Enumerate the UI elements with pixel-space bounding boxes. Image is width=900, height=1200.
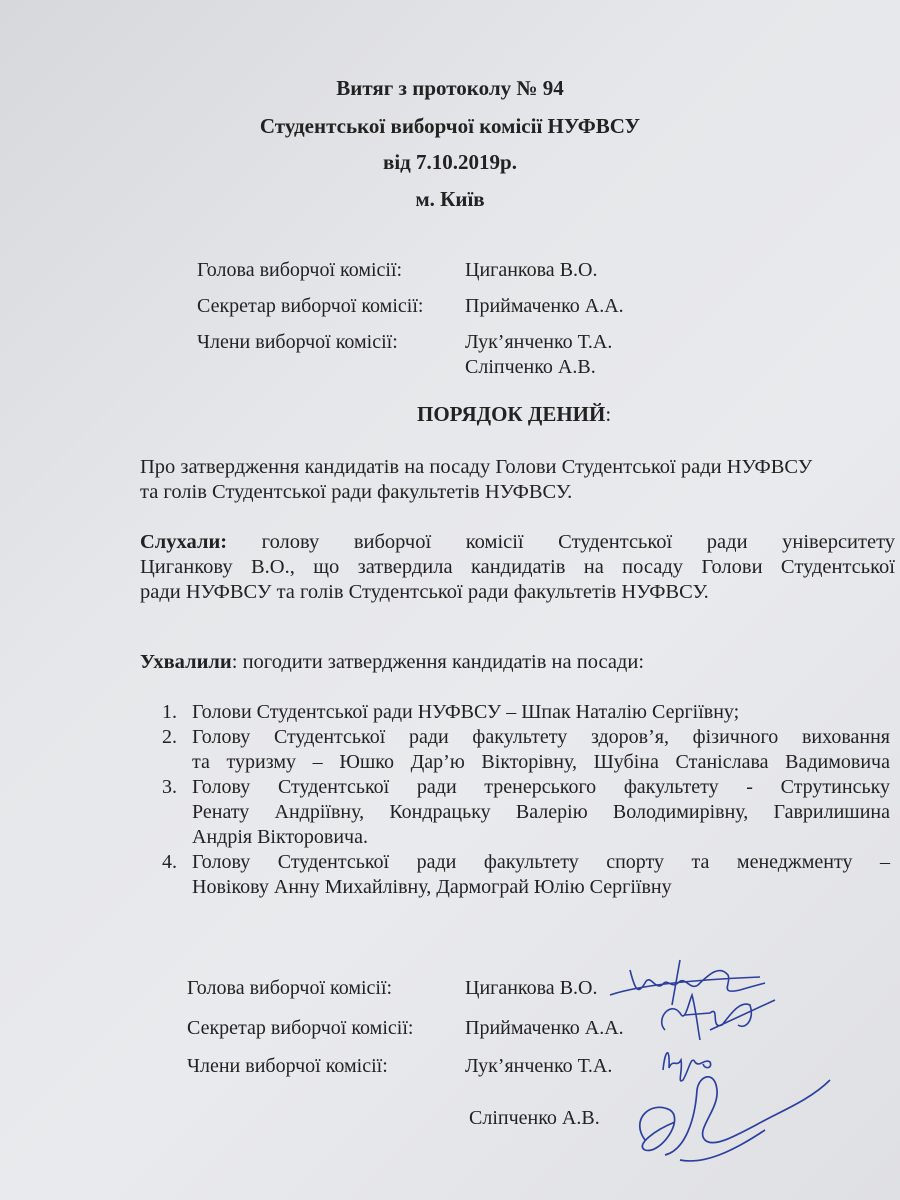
- heard-line: [140, 530, 895, 555]
- doc-date: від 7.10.2019р.: [383, 150, 517, 174]
- list-text: [192, 850, 890, 900]
- sig-members-label: Члени виборчої комісії:: [187, 1055, 388, 1077]
- heard-text: голову виборчої комісії Студентської ради університету: [261, 531, 896, 553]
- members-label: Члени виборчої комісії:: [197, 331, 398, 353]
- heard-line: Циганкову В.О., що затвердила кандидатів на посаду Голови Студентської: [140, 556, 895, 578]
- sig-member-name: Лук’янченко Т.А.: [465, 1055, 613, 1077]
- signature-member-2: [625, 1060, 835, 1170]
- member-name: Сліпченко А.В.: [465, 356, 596, 378]
- list-line: Голову Студентської ради факультету здоров’я, фізичного виховання: [192, 726, 890, 748]
- heard-line: ради НУФВСУ та голів Студентської ради факультетів НУФВСУ.: [140, 581, 709, 603]
- list-item: [162, 700, 890, 725]
- list-line: Андрія Вікторовича.: [192, 826, 368, 848]
- heard-section: [140, 530, 895, 605]
- list-line: Новікову Анну Михайлівну, Дармограй Юлію Сергіївну: [192, 876, 672, 898]
- list-line: Голови Студентської ради НУФВСУ – Шпак Наталію Сергіївну;: [192, 701, 740, 723]
- list-number: 3.: [162, 776, 177, 798]
- sig-secretary-label: Секретар виборчої комісії:: [187, 1017, 414, 1039]
- list-line: Ренату Андріївну, Кондрацьку Валерію Володимирівну, Гаврилишина: [192, 801, 890, 823]
- list-line: та туризму – Юшко Дар’ю Вікторівну, Шубіна Станіслава Вадимовича: [192, 751, 890, 773]
- secretary-name: Приймаченко А.А.: [465, 295, 624, 317]
- list-number: 2.: [162, 726, 177, 748]
- list-number: 1.: [162, 701, 177, 723]
- doc-subtitle: Студентської виборчої комісії НУФВСУ: [259, 114, 641, 138]
- sig-chair-label: Голова виборчої комісії:: [187, 977, 393, 999]
- agenda-heading: [417, 402, 611, 427]
- list-text: [192, 700, 890, 725]
- chair-label: Голова виборчої комісії:: [197, 259, 403, 281]
- chair-name: Циганкова В.О.: [465, 259, 598, 281]
- resolved-text: : погодити затвердження кандидатів на посади:: [231, 651, 645, 673]
- list-text: [192, 725, 890, 775]
- secretary-label: Секретар виборчої комісії:: [197, 295, 424, 317]
- sig-secretary-name: Приймаченко А.А.: [465, 1017, 624, 1039]
- resolved-heading: [140, 650, 895, 675]
- sig-member-name: Сліпченко А.В.: [469, 1107, 600, 1129]
- doc-title: Витяг з протоколу № 94: [336, 76, 564, 100]
- agenda-colon: :: [605, 402, 612, 426]
- list-item: [162, 850, 890, 900]
- list-item: [162, 775, 890, 850]
- doc-city: м. Київ: [415, 187, 485, 211]
- member-name: Лук’янченко Т.А.: [465, 331, 613, 353]
- list-item: [162, 725, 890, 775]
- list-line: Голову Студентської ради факультету спорту та менеджменту –: [192, 851, 890, 873]
- agenda-line: Про затвердження кандидатів на посаду Голови Студентської ради НУФВСУ: [140, 456, 813, 478]
- agenda-text: [140, 455, 895, 505]
- heard-label: Слухали:: [140, 531, 228, 553]
- list-line: Голову Студентської ради тренерського факультету - Струтинську: [192, 776, 890, 798]
- sig-chair-name: Циганкова В.О.: [465, 977, 598, 999]
- agenda-line: та голів Студентської ради факультетів НУФВСУ.: [140, 481, 573, 503]
- agenda-title: ПОРЯДОК ДЕНИЙ: [417, 402, 606, 426]
- resolved-label: Ухвалили: [140, 651, 232, 673]
- list-number: 4.: [162, 851, 177, 873]
- list-text: [192, 775, 890, 850]
